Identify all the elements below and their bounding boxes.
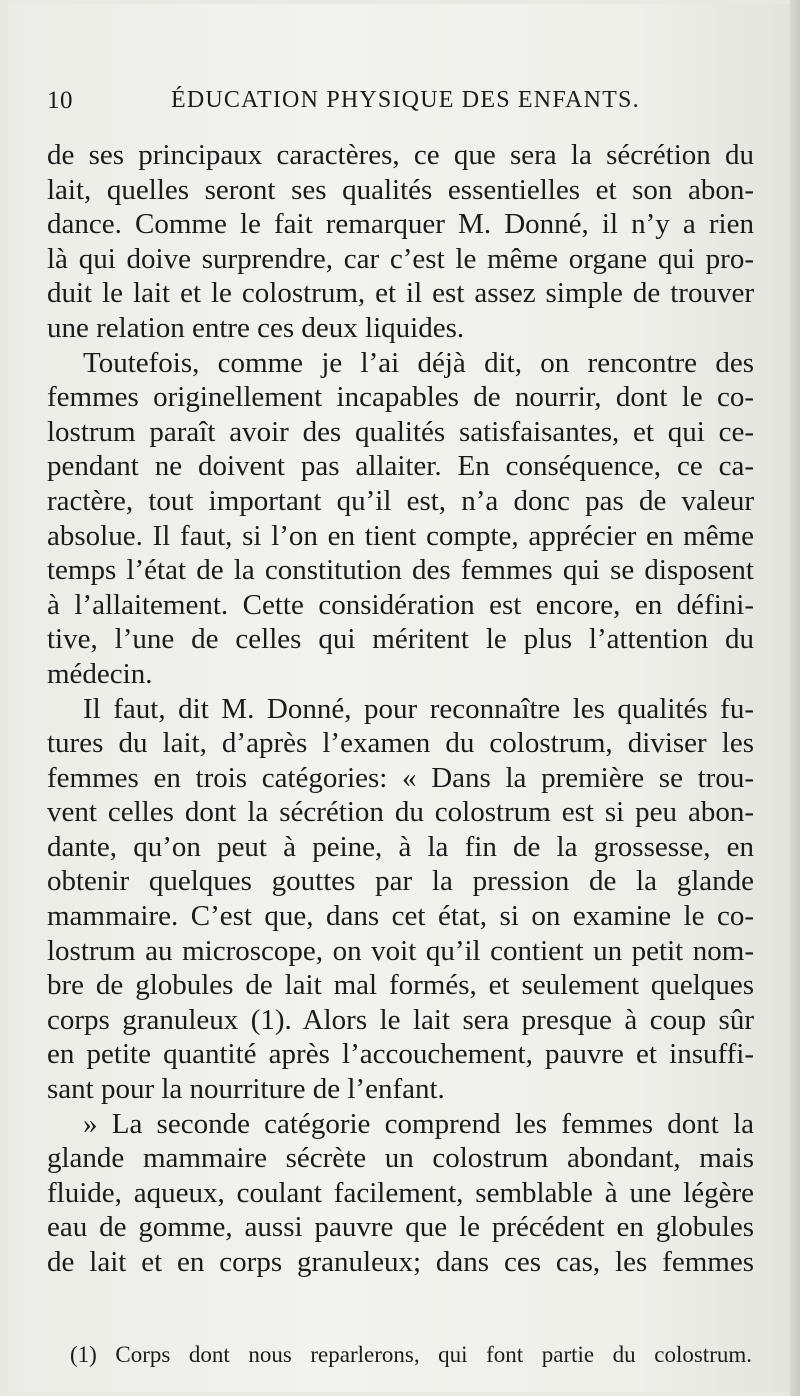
text-line: ractère, tout important qu’il est, n’a donc pas de valeur — [47, 484, 754, 517]
text-line: glande mammaire sécrète un colostrum abondant, mais — [47, 1142, 754, 1175]
text-line: femmes originellement incapables de nourrir, dont le co- — [47, 381, 754, 414]
text-line: eau de gomme, aussi pauvre que le précédent en globules — [47, 1211, 754, 1244]
page-number: 10 — [47, 87, 73, 114]
text-line: » La seconde catégorie comprend les femmes dont la — [83, 1107, 754, 1140]
footnote: (1) Corps dont nous reparlerons, qui font partie du colostrum. — [70, 1342, 752, 1367]
text-line: lostrum paraît avoir des qualités satisfaisantes, et qui ce- — [47, 415, 754, 448]
text-line: obtenir quelques gouttes par la pression de la glande — [47, 865, 754, 898]
text-line: corps granuleux (1). Alors le lait sera presque à coup sûr — [47, 1003, 754, 1036]
text-line: lostrum au microscope, on voit qu’il contient un petit nom- — [47, 934, 754, 967]
text-line: Il faut, dit M. Donné, pour reconnaître les qualités fu- — [83, 692, 754, 725]
text-line: absolue. Il faut, si l’on en tient compte, apprécier en même — [47, 519, 754, 552]
text-line: à l’allaitement. Cette considération est encore, en défini- — [47, 588, 754, 621]
text-line: sant pour la nourriture de l’enfant. — [47, 1073, 445, 1106]
text-line: femmes en trois catégories: « Dans la première se trou- — [47, 761, 754, 794]
text-line: vent celles dont la sécrétion du colostrum est si peu abon- — [47, 796, 754, 829]
running-title: ÉDUCATION PHYSIQUE DES ENFANTS. — [171, 87, 640, 113]
text-line: médecin. — [47, 657, 153, 690]
text-line: dante, qu’on peut à peine, à la fin de la grossesse, en — [47, 830, 754, 863]
text-line: bre de globules de lait mal formés, et seulement quelques — [47, 969, 754, 1002]
text-line: là qui doive surprendre, car c’est le même organe qui pro- — [47, 242, 754, 275]
text-line: lait, quelles seront ses qualités essentielles et son abon- — [47, 173, 754, 206]
text-line: dance. Comme le fait remarquer M. Donné, il n’y a rien — [47, 208, 754, 241]
text-line: Toutefois, comme je l’ai déjà dit, on rencontre des — [83, 346, 754, 379]
page-gutter — [790, 0, 800, 1396]
text-line: tive, l’une de celles qui méritent le plus l’attention du — [47, 623, 754, 656]
text-line: mammaire. C’est que, dans cet état, si on examine le co- — [47, 900, 754, 933]
text-line: tures du lait, d’après l’examen du colostrum, diviser les — [47, 727, 754, 760]
body-text — [47, 138, 754, 1280]
text-line: fluide, aqueux, coulant facilement, semblable à une légère — [47, 1176, 754, 1209]
text-line: pendant ne doivent pas allaiter. En conséquence, ce ca- — [47, 450, 754, 483]
text-line: temps l’état de la constitution des femmes qui se disposent — [47, 554, 754, 587]
text-line: en petite quantité après l’accouchement, pauvre et insuffi- — [47, 1038, 754, 1071]
text-line: de lait et en corps granuleux; dans ces cas, les femmes — [47, 1246, 754, 1278]
text-line: de ses principaux caractères, ce que sera la sécrétion du — [47, 139, 754, 171]
text-line: une relation entre ces deux liquides. — [47, 311, 465, 344]
text-line: duit le lait et le colostrum, et il est assez simple de trouver — [47, 277, 754, 310]
running-header — [47, 87, 747, 123]
